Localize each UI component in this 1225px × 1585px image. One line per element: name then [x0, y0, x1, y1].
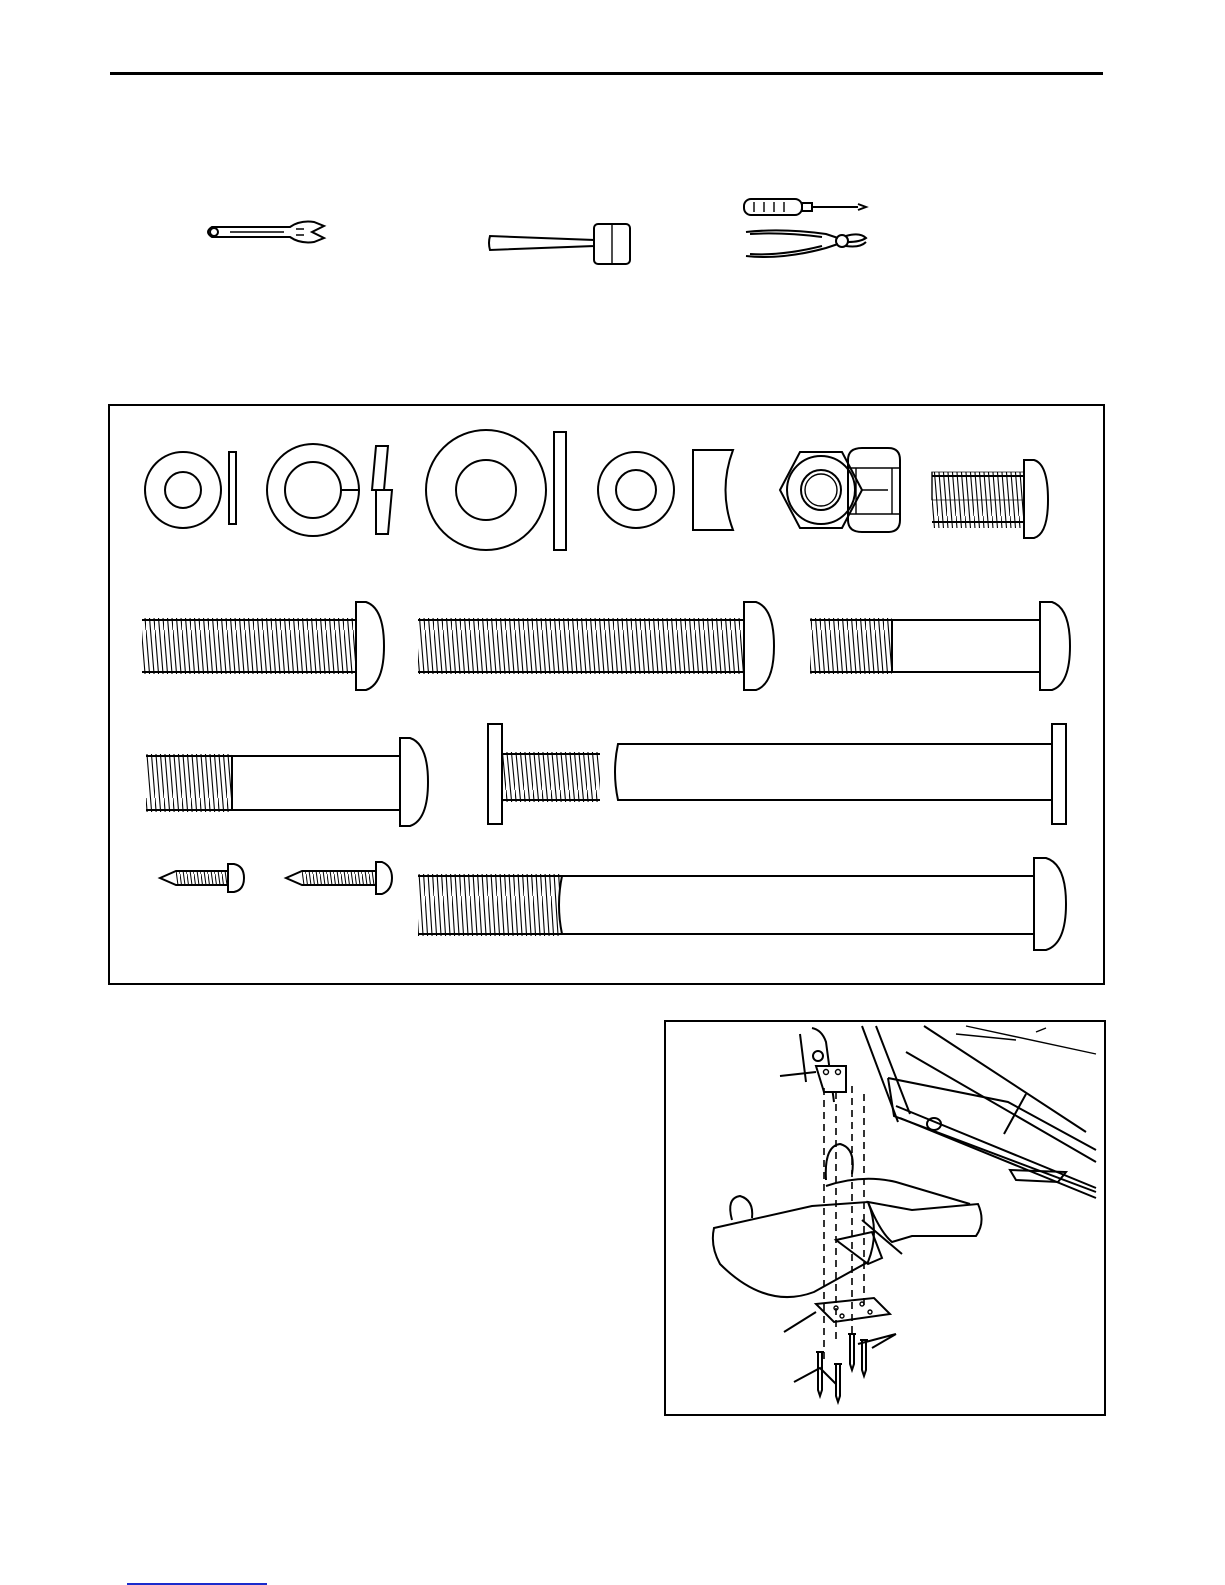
- flat-washer-icon: [145, 452, 236, 528]
- curved-washer-icon: [598, 450, 733, 530]
- phillips-screwdriver-icon: [742, 196, 872, 220]
- long-bolt-icon: [142, 602, 384, 690]
- shoulder-bolt-icon: [146, 738, 428, 826]
- axle-icon: [488, 724, 1066, 824]
- assembly-illustration: [666, 1022, 1100, 1410]
- hardware-drawings: [110, 406, 1100, 980]
- large-flat-washer-icon: [426, 430, 566, 550]
- long-bolt-icon: [418, 602, 774, 690]
- axle-bolt-icon: [418, 858, 1066, 950]
- button-bolt-icon: [932, 460, 1048, 538]
- screw-icon: [286, 862, 392, 894]
- split-washer-icon: [267, 444, 392, 536]
- adjustable-wrench-icon: [200, 212, 330, 252]
- needlenose-pliers-icon: [742, 224, 872, 264]
- rubber-mallet-icon: [486, 218, 636, 268]
- hex-nut-icon: [780, 452, 862, 528]
- shoulder-bolt-icon: [810, 602, 1070, 690]
- nylon-locknut-icon: [848, 448, 900, 532]
- screw-icon: [160, 864, 244, 892]
- header-rule: [110, 72, 1103, 75]
